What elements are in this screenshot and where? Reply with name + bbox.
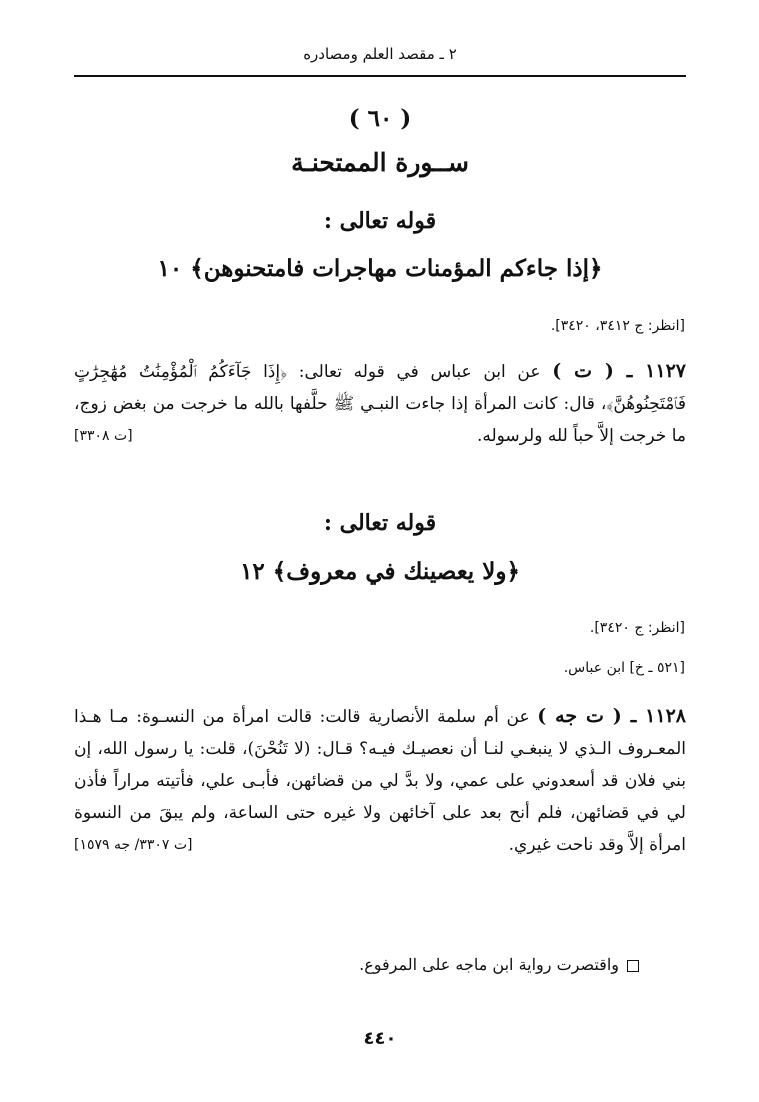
hadith-number: ١١٢٧ ـ ( ت )	[552, 360, 686, 382]
footnote-text: واقتصرت رواية ابن ماجه على المرفوع.	[359, 955, 619, 974]
surah-name: ســورة الممتحنـة	[291, 148, 469, 177]
hadith-1128	[74, 700, 686, 861]
page-number: ٤٤٠	[363, 1028, 397, 1049]
section-heading-2: قوله تعالى :	[323, 510, 437, 536]
verse-1: ﴿إذا جاءكم المؤمنات مهاجرات فامتحنوهن﴾ ١٠	[157, 255, 603, 282]
hadith-citation: [ت ٣٣٠٨]	[74, 428, 133, 444]
hadith-citation: [ت ٣٣٠٧/ جه ١٥٧٩]	[74, 837, 193, 853]
section-heading-1: قوله تعالى :	[323, 208, 437, 234]
cross-reference-2: [انظر: ج ٣٤٢٠].	[589, 620, 685, 636]
hadith-1127	[74, 355, 686, 452]
hadith-text: عن ابن عباس في قوله تعالى: ﴿إِذَا جَآءَكُمُ ٱلْمُؤْمِنَٰتُ مُهَٰجِرَٰتٍ فَٱمْتَحِنُوهُنَّ﴾، قال: كانت المرأة إذا جاءت النبـي ﷺ حلَّفها بالله ما خرجت من بغض زوج، ما خرجت إلاَّ حباً لله ولرسوله.	[74, 362, 686, 446]
surah-number: ( ٦٠ )	[348, 105, 412, 132]
footnote	[359, 955, 639, 974]
hadith-text: عن أم سلمة الأنصارية قالت: قالت امرأة من النسـوة: مـا هـذا المعـروف الـذي لا ينبغـي لنـا أن نعصيـك فيـه؟ قـال: (لا تَنُحْنَ)، قلت: يا رسول الله، إن بني فلان قد أسعدوني على عمي، ولا بدَّ لي من قضائهن، فأبـى علي، فأتيته مراراً فأذن لي في قضائهن، فلم أنح بعد على آخائهن ولا غيره حتى الساعة، ولم يبقَ من النسوة امرأة إلاَّ وقد ناحت غيري.	[74, 707, 686, 855]
verse-2: ﴿ولا يعصينك في معروف﴾ ١٢	[240, 558, 520, 585]
cross-reference-3: [٥٢١ ـ خ] ابن عباس.	[563, 660, 685, 676]
cross-reference-1: [انظر: ج ٣٤١٢، ٣٤٢٠].	[550, 318, 685, 334]
square-bullet-icon	[627, 960, 639, 972]
header-rule	[74, 75, 686, 77]
hadith-number: ١١٢٨ ـ ( ت جه )	[537, 705, 686, 727]
running-header: ٢ ـ مقصد العلم ومصادره	[303, 45, 457, 63]
